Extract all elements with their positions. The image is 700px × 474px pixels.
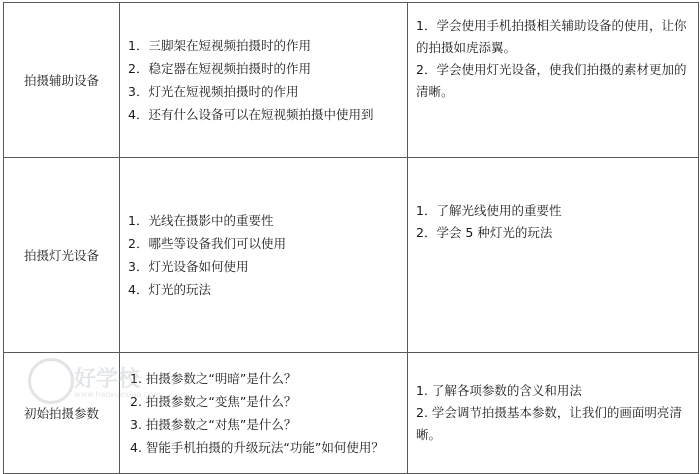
topic-cell (120, 3, 408, 158)
topic-list (120, 209, 407, 301)
goal-item: 1．了解光线使用的重要性 (416, 203, 562, 218)
module-name: 拍摄辅助设备 (4, 3, 120, 158)
topic-item: 1．三脚架在短视频拍摄时的作用 (128, 38, 311, 53)
topic-item: 2. 拍摄参数之“变焦”是什么？ (130, 394, 297, 409)
topic-item: 2．哪些等设备我们可以使用 (128, 236, 286, 251)
watermark-url: www.haoxuexiao.com (74, 390, 161, 399)
goal-cell (408, 158, 699, 353)
table-row (4, 158, 699, 353)
goal-item: 1. 了解各项参数的含义和用法 (416, 383, 582, 398)
topic-item: 4．灯光的玩法 (128, 282, 211, 297)
goal-list (408, 200, 698, 244)
topic-item: 4．还有什么设备可以在短视频拍摄中使用到 (128, 107, 374, 122)
goal-list (408, 15, 698, 103)
goal-cell (408, 353, 699, 474)
goal-item: 2. 学会调节拍摄基本参数，让我们的画面明亮清晰。 (416, 405, 682, 442)
topic-cell (120, 158, 408, 353)
goal-cell (408, 3, 699, 158)
topic-item: 2．稳定器在短视频拍摄时的作用 (128, 61, 311, 76)
topic-item: 4. 智能手机拍摄的升级玩法“功能”如何使用？ (130, 440, 384, 455)
goal-list (408, 380, 698, 446)
topic-item: 3. 拍摄参数之“对焦”是什么？ (130, 417, 297, 432)
module-name: 初始拍摄参数 (4, 353, 120, 474)
topic-list (120, 34, 407, 126)
watermark-brand: 好学校 (74, 367, 141, 392)
goal-item: 2．学会使用灯光设备，使我们拍摄的素材更加的清晰。 (416, 62, 687, 99)
table-row (4, 3, 699, 158)
topic-item: 1. 拍摄参数之“明暗”是什么？ (130, 371, 297, 386)
topic-item: 1．光线在摄影中的重要性 (128, 213, 274, 228)
topic-list (120, 367, 407, 459)
course-table (3, 2, 699, 474)
topic-cell (120, 353, 408, 474)
topic-item: 3．灯光设备如何使用 (128, 259, 249, 274)
topic-item: 3．灯光在短视频拍摄时的作用 (128, 84, 299, 99)
goal-item: 2．学会 5 种灯光的玩法 (416, 225, 553, 240)
goal-item: 1．学会使用手机拍摄相关辅助设备的使用，让你的拍摄如虎添翼。 (416, 18, 687, 55)
module-name: 拍摄灯光设备 (4, 158, 120, 353)
table-row (4, 353, 699, 474)
